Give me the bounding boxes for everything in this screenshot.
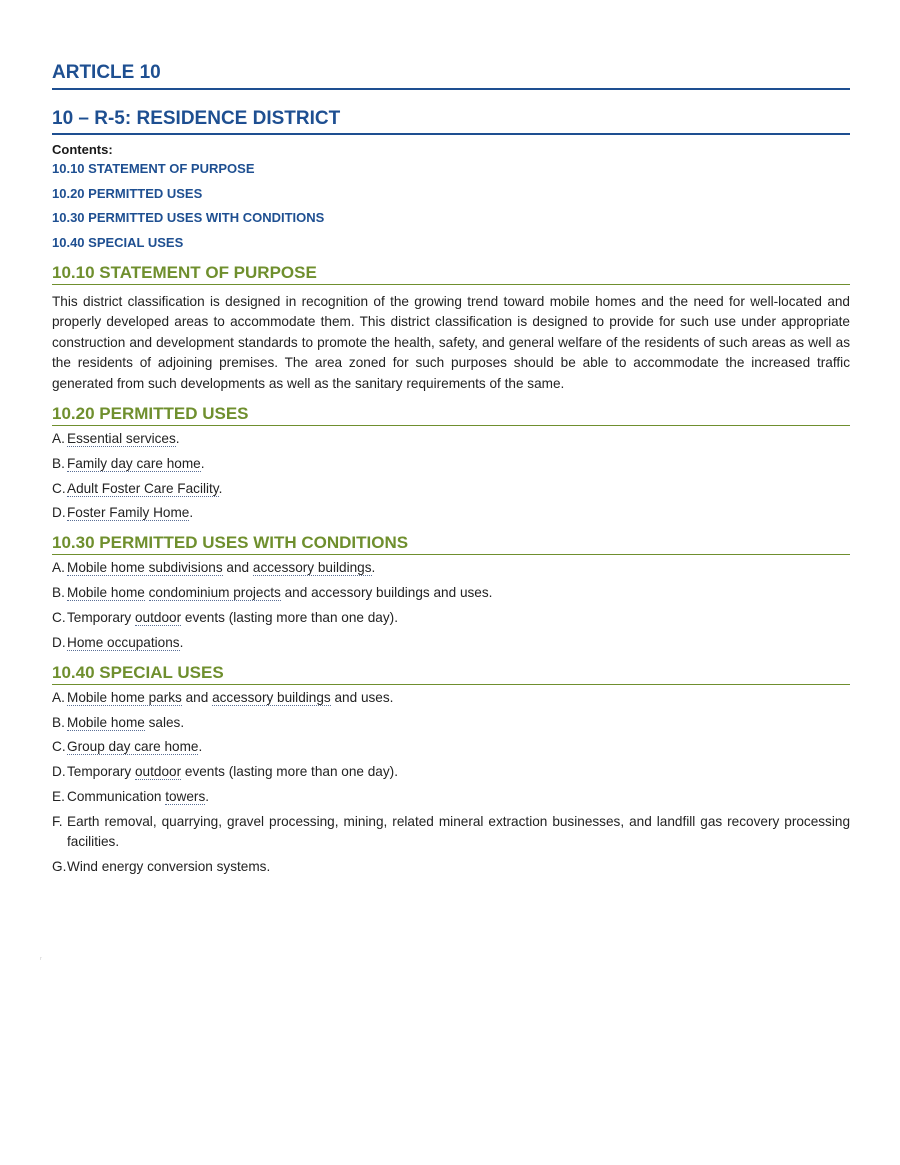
- definition-link[interactable]: Home occupations: [67, 634, 180, 650]
- item-letter: B.: [52, 585, 65, 601]
- item-text-fragment: .: [200, 455, 205, 471]
- district-title: 10 – R-5: RESIDENCE DISTRICT: [52, 108, 850, 135]
- item-text-fragment: .: [371, 560, 376, 576]
- item-text-fragment: .: [205, 789, 210, 804]
- item-text-fragment: Temporary: [67, 764, 135, 780]
- toc-item-permitted-uses[interactable]: 10.20 PERMITTED USES: [52, 185, 203, 201]
- list-item: [52, 608, 850, 628]
- list-item: [52, 454, 850, 474]
- item-letter: A.: [52, 560, 65, 576]
- item-text: [67, 787, 850, 807]
- item-letter: B.: [52, 714, 65, 730]
- purpose-paragraph: This district classification is designed in recognition of the growing trend toward mobile homes and the need for well-located and properly developed areas to accommodate them. This district classification is designed to provide for such use under appropriate construction and development standards to promote the health, safety, and general welfare of the residents of such areas as well as the residents of adjoining premises. The area zoned for such purposes should be able to accommodate the increased traffic generated from such developments as well as the sanitary requirements of the same.: [52, 294, 850, 391]
- item-letter: E.: [52, 789, 65, 804]
- list-item: [52, 429, 850, 449]
- item-text: [67, 558, 850, 578]
- item-text-fragment: .: [179, 634, 184, 650]
- purpose-heading: 10.10 STATEMENT OF PURPOSE: [52, 263, 850, 285]
- article-title: ARTICLE 10: [52, 62, 850, 90]
- item-text-fragment: and: [222, 560, 253, 576]
- definition-link[interactable]: Adult Foster Care Facility: [67, 480, 219, 496]
- item-letter: D.: [52, 634, 66, 650]
- toc-item-conditional-uses[interactable]: 10.30 PERMITTED USES WITH CONDITIONS: [52, 210, 325, 225]
- item-letter: A.: [52, 689, 65, 705]
- item-letter: D.: [52, 505, 66, 521]
- contents-label: Contents:: [52, 142, 113, 157]
- definition-link[interactable]: Group day care home: [67, 739, 199, 755]
- item-text: [67, 503, 850, 523]
- list-item: [52, 583, 850, 603]
- list-item: [52, 812, 850, 852]
- item-text: [67, 737, 850, 757]
- definition-link[interactable]: Essential services: [67, 431, 176, 447]
- list-item: [52, 857, 850, 877]
- toc-item-purpose[interactable]: 10.10 STATEMENT OF PURPOSE: [52, 161, 255, 176]
- list-item: [52, 633, 850, 653]
- item-text-fragment: Temporary: [67, 610, 135, 626]
- definition-link[interactable]: Foster Family Home: [67, 505, 190, 521]
- item-text-fragment: events (lasting more than one day).: [181, 764, 398, 780]
- item-text-fragment: .: [189, 505, 194, 521]
- item-text: [67, 812, 850, 852]
- toc-item-special-uses[interactable]: 10.40 SPECIAL USES: [52, 234, 184, 250]
- definition-link[interactable]: outdoor: [135, 610, 182, 626]
- scan-speck: ʳ: [40, 955, 42, 964]
- document-page: [52, 62, 850, 881]
- list-item: [52, 688, 850, 708]
- item-text: [67, 583, 850, 603]
- item-text: [67, 762, 850, 782]
- item-text: [67, 688, 850, 708]
- table-of-contents: [52, 157, 850, 255]
- special-uses-heading: 10.40 SPECIAL USES: [52, 663, 850, 685]
- item-text: [67, 479, 850, 499]
- list-item: [52, 737, 850, 757]
- definition-link[interactable]: outdoor: [135, 764, 182, 780]
- item-text: [67, 454, 850, 474]
- definition-link[interactable]: accessory buildings: [212, 689, 331, 705]
- item-letter: C.: [52, 739, 66, 755]
- list-item: [52, 479, 850, 499]
- item-text-fragment: .: [198, 739, 203, 755]
- conditional-uses-list: [52, 558, 850, 652]
- list-item: [52, 558, 850, 578]
- item-letter: C.: [52, 480, 66, 496]
- item-text-fragment: and accessory buildings and uses.: [280, 585, 493, 601]
- definition-link[interactable]: condominium projects: [148, 585, 281, 601]
- item-text: [67, 633, 850, 653]
- definition-link[interactable]: Mobile home: [67, 585, 145, 601]
- item-letter: B.: [52, 455, 65, 471]
- item-text: [67, 429, 850, 449]
- special-uses-list: [52, 688, 850, 877]
- item-text-fragment: Communication: [67, 789, 166, 804]
- item-text-fragment: Wind energy conversion systems.: [67, 858, 271, 874]
- permitted-uses-list: [52, 429, 850, 523]
- item-text-fragment: .: [218, 480, 223, 496]
- item-text-fragment: events (lasting more than one day).: [181, 610, 398, 626]
- item-text: [67, 713, 850, 733]
- definition-link[interactable]: Mobile home subdivisions: [67, 560, 223, 576]
- definition-link[interactable]: accessory buildings: [252, 560, 372, 576]
- item-letter: G.: [52, 858, 67, 874]
- item-text-fragment: and: [181, 689, 213, 705]
- item-letter: D.: [52, 764, 66, 780]
- definition-link[interactable]: towers: [165, 789, 206, 804]
- permitted-uses-heading: 10.20 PERMITTED USES: [52, 404, 850, 426]
- item-text-fragment: Earth removal, quarrying, gravel processing, mining, related mineral extraction businesses, and landfill gas recovery processing facilities.: [67, 813, 850, 849]
- list-item: [52, 713, 850, 733]
- definition-link[interactable]: Mobile home parks: [67, 689, 182, 705]
- item-letter: A.: [52, 431, 65, 447]
- item-letter: C.: [52, 610, 66, 626]
- item-text: [67, 608, 850, 628]
- list-item: [52, 762, 850, 782]
- conditional-uses-heading: 10.30 PERMITTED USES WITH CONDITIONS: [52, 533, 850, 555]
- definition-link[interactable]: Family day care home: [67, 455, 201, 471]
- item-text-fragment: sales.: [144, 714, 185, 730]
- item-letter: F.: [52, 813, 63, 829]
- list-item: [52, 503, 850, 523]
- item-text-fragment: .: [175, 431, 180, 447]
- list-item: [52, 787, 850, 807]
- item-text: [67, 857, 850, 877]
- definition-link[interactable]: Mobile home: [67, 714, 145, 730]
- item-text-fragment: and uses.: [330, 689, 394, 705]
